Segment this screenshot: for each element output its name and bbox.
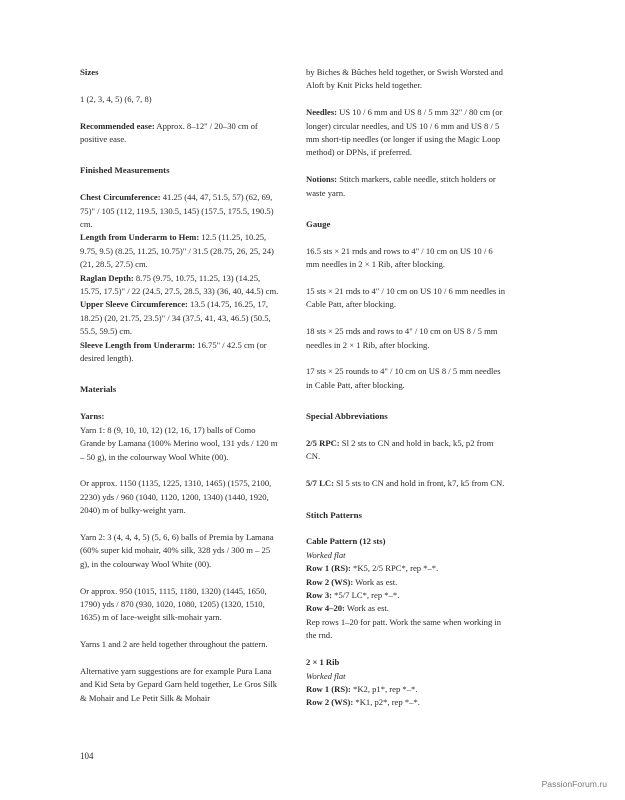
ease-label: Recommended ease: bbox=[80, 120, 155, 131]
raglan-depth bbox=[80, 272, 280, 299]
watermark: PassionForum.ru bbox=[541, 779, 607, 789]
measurement-label: Chest Circumference: bbox=[80, 192, 161, 203]
abbreviation-text: Sl 2 sts to CN and hold in back, k5, p2 from CN. bbox=[306, 438, 494, 462]
pattern-row bbox=[306, 696, 506, 709]
upper-sleeve-circumference bbox=[80, 298, 280, 338]
rib-subtitle-text: Worked flat bbox=[306, 670, 346, 681]
measurement-label: Upper Sleeve Circumference: bbox=[80, 299, 188, 310]
abbreviation-item bbox=[306, 437, 506, 464]
length-underarm-hem bbox=[80, 231, 280, 271]
gauge-heading: Gauge bbox=[306, 219, 331, 230]
cable-subtitle-text: Worked flat bbox=[306, 549, 346, 560]
gauge-item: 17 sts × 25 rounds to 4" / 10 cm on US 8 / 5 mm needles in Cable Patt, after blocking. bbox=[306, 366, 501, 390]
measurement-text: 16.75" / 42.5 cm (or desired length). bbox=[80, 339, 267, 364]
yarn-1-alt: Or approx. 1150 (1135, 1225, 1310, 1465) (1575, 2100, 2230) yds / 960 (1040, 1120, 1200, 1340) (1440, 1920, 2040) m of bulky-weight yarn. bbox=[80, 478, 272, 516]
measurement-label: Sleeve Length from Underarm: bbox=[80, 339, 196, 350]
gauge-item: 16.5 sts × 21 rnds and rows to 4" / 10 cm on US 10 / 6 mm needles in 2 × 1 Rib, after blocking. bbox=[306, 245, 493, 270]
sleeve-length bbox=[80, 339, 280, 366]
yarns-label bbox=[80, 410, 280, 423]
special-abbreviations-heading: Special Abbreviations bbox=[306, 411, 388, 422]
needles bbox=[306, 106, 506, 160]
row-label: Row 1 (RS): bbox=[306, 563, 351, 574]
yarn-alternatives-cont: by Biches & Bûches held together, or Swish Worsted and Aloft by Knit Picks held together. bbox=[306, 67, 503, 91]
ease-text: Approx. 8–12" / 20–30 cm of positive ease. bbox=[80, 120, 258, 144]
measurement-text: 8.75 (9.75, 10.75, 11.25, 13) (14.25, 15.75, 17.5)" / 22 (24.5, 27.5, 28.5, 33) (36, 40, 44.5) cm. bbox=[80, 272, 279, 297]
notions-text: Stitch markers, cable needle, stitch holders or waste yarn. bbox=[306, 174, 496, 198]
cable-title-text: Cable Pattern (12 sts) bbox=[306, 536, 386, 547]
row-text: *K5, 2/5 RPC*, rep *–*. bbox=[350, 563, 439, 574]
pattern-row bbox=[306, 589, 506, 602]
yarn-2: Yarn 2: 3 (4, 4, 4, 5) (5, 6, 6) balls of Premia by Lamana (60% super kid mohair, 40% silk, 328 yds / 300 m – 25 g), in the colourway Wool White (00). bbox=[80, 531, 274, 569]
measurement-label: Length from Underarm to Hem: bbox=[80, 232, 200, 243]
row-text: *5/7 LC*, rep *–*. bbox=[332, 590, 400, 601]
notions-label: Notions: bbox=[306, 174, 338, 185]
left-column bbox=[80, 66, 280, 705]
sizes-heading: Sizes bbox=[80, 67, 99, 77]
gauge-item: 18 sts × 25 rnds and rows to 4" / 10 cm on US 8 / 5 mm needles in 2 × 1 Rib, after blocking. bbox=[306, 326, 498, 350]
cable-pattern-note: Rep rows 1–20 for patt. Work the same when working in the rnd. bbox=[306, 616, 502, 641]
pattern-row bbox=[306, 562, 506, 575]
measurement-text: 12.5 (11.25, 10.25, 9.75, 9.5) (8.25, 11.25, 10.75)" / 31.5 (28.75, 26, 25, 24) (21, 28.5, 27.5) cm. bbox=[80, 232, 274, 270]
gauge-item: 15 sts × 21 rnds to 4" / 10 cm on US 10 / 6 mm needles in Cable Patt, after blocking. bbox=[306, 286, 506, 310]
yarn-alternatives: Alternative yarn suggestions are for example Pura Lana and Kid Seta by Gepard Garn held together, Le Gros Silk & Mohair and Le Petit Silk & Mohair bbox=[80, 665, 278, 703]
chest-circumference bbox=[80, 191, 280, 231]
row-label: Row 3: bbox=[306, 590, 333, 601]
rib-title-text: 2 × 1 Rib bbox=[306, 657, 340, 668]
yarn-2-alt: Or approx. 950 (1015, 1115, 1180, 1320) (1445, 1650, 1790) yds / 870 (930, 1020, 1080, 1205) (1320, 1510, 1635) m of lace-weight silk-mohair yarn. bbox=[80, 585, 267, 623]
row-label: Row 2 (WS): bbox=[306, 576, 354, 587]
row-label: Row 2 (WS): bbox=[306, 697, 354, 708]
cable-pattern-title bbox=[306, 535, 506, 548]
cable-pattern-subtitle bbox=[306, 549, 506, 562]
rib-subtitle bbox=[306, 670, 506, 683]
right-column bbox=[306, 66, 506, 710]
yarns-label-text: Yarns: bbox=[80, 411, 105, 422]
sizes-list: 1 (2, 3, 4, 5) (6, 7, 8) bbox=[80, 93, 152, 104]
needles-text: US 10 / 6 mm and US 8 / 5 mm 32" / 80 cm (or longer) circular needles, and US 10 / 6 mm and US 8 / 5 mm short-tip needles (or longer if using the Magic Loop method) or DPNs, if preferred. bbox=[306, 107, 503, 158]
notions bbox=[306, 173, 506, 200]
measurement-text: 41.25 (44, 47, 51.5, 57) (62, 69, 75)" / 105 (112, 119.5, 130.5, 145) (157.5, 175.5, 190.5) cm. bbox=[80, 192, 274, 230]
row-text: Work as est. bbox=[344, 603, 389, 614]
needles-label: Needles: bbox=[306, 107, 338, 118]
finished-measurements-heading: Finished Measurements bbox=[80, 165, 170, 176]
measurement-label: Raglan Depth: bbox=[80, 272, 134, 283]
materials-heading: Materials bbox=[80, 384, 117, 395]
abbreviation-label: 5/7 LC: bbox=[306, 478, 334, 489]
abbreviation-label: 2/5 RPC: bbox=[306, 438, 340, 449]
yarns-together: Yarns 1 and 2 are held together throughout the pattern. bbox=[80, 639, 268, 650]
rib-title bbox=[306, 656, 506, 669]
abbreviation-text: Sl 5 sts to CN and hold in front, k7, k5 from CN. bbox=[333, 478, 505, 489]
row-text: Work as est. bbox=[353, 576, 398, 587]
row-label: Row 1 (RS): bbox=[306, 683, 351, 694]
recommended-ease bbox=[80, 120, 280, 147]
abbreviation-item bbox=[306, 477, 506, 490]
row-text: *K1, p2*, rep *–*. bbox=[353, 697, 420, 708]
measurement-text: 13.5 (14.75, 16.25, 17, 18.25) (20, 21.75, 23.5)" / 34 (37.5, 41, 43, 46.5) (50.5, 55.5, 59.5) cm. bbox=[80, 299, 271, 337]
row-text: *K2, p1*, rep *–*. bbox=[350, 683, 418, 694]
yarn-1: Yarn 1: 8 (9, 10, 10, 12) (12, 16, 17) balls of Como Grande by Lamana (100% Merino wool, 131 yds / 120 m – 50 g), in the colourway Wool White (00). bbox=[80, 424, 278, 462]
pattern-row bbox=[306, 602, 506, 615]
pattern-row bbox=[306, 576, 506, 589]
row-label: Row 4–20: bbox=[306, 603, 345, 614]
stitch-patterns-heading: Stitch Patterns bbox=[306, 509, 362, 520]
page-number: 104 bbox=[80, 751, 94, 761]
pattern-row bbox=[306, 683, 506, 696]
